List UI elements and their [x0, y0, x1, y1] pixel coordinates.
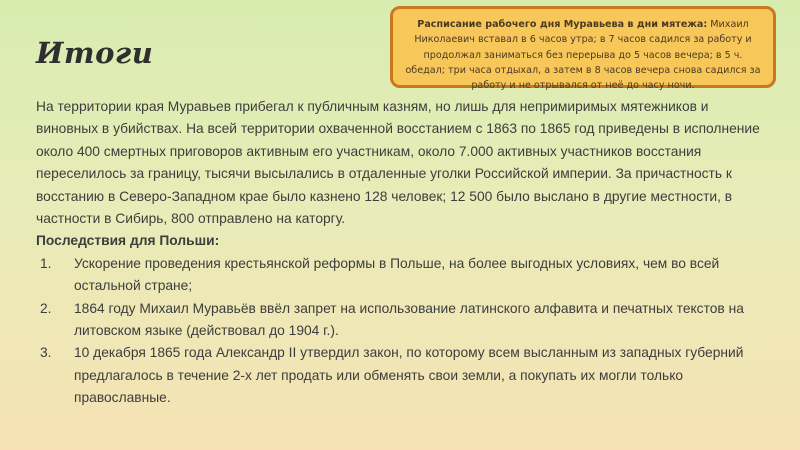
consequences-heading: Последствия для Польши: [36, 233, 220, 249]
callout-text: Михаил Николаевич вставал в 6 часов утра; в 7 часов садился за работу и продолжал заниматься без перерыва до 5 часов вечера; в 5 ч. обедал; три часа отдыхал, а затем в 8 часов вечера снова садился за работу и не отрывался от неё до часу ночи. [405, 19, 761, 92]
list-item-number: 1. [40, 255, 52, 271]
list-item [36, 342, 774, 409]
schedule-callout [390, 6, 776, 92]
main-paragraph: На территории края Муравьев прибегал к публичным казням, но лишь для непримиримых мятежников и виновных в убийствах. На всей территории охваченной восстанием с 1863 по 1865 год приведены в исполнение около 400 смертных приговоров активным его участникам, около 7.000 активных участников восстания переселилось за границу, тысячи высылались в отдаленные уголки Российской империи. За причастность к восстанию в Северо-Западном крае было казнено 128 человек; 12 500 было выслано в другие местности, в частности в Сибирь, 800 отправлено на каторгу. [36, 99, 760, 227]
callout-lead: Расписание рабочего дня Муравьева в дни мятежа: [417, 19, 708, 30]
list-item-text: 10 декабря 1865 года Александр II утвердил закон, по которому всем высланным из западных губерний предлагалось в течение 2-х лет продать или обменять свои земли, а покупать их могли только православные. [74, 345, 744, 406]
list-item-text: 1864 году Михаил Муравьёв ввёл запрет на использование латинского алфавита и печатных текстов на литовском языке (действовал до 1904 г.). [74, 300, 744, 339]
list-item-number: 3. [40, 345, 52, 361]
list-item-number: 2. [40, 300, 52, 316]
slide-body [36, 96, 774, 410]
list-item [36, 298, 774, 343]
list-item [36, 253, 774, 298]
consequences-list [36, 253, 774, 410]
slide-title: Итоги [36, 36, 154, 70]
list-item-text: Ускорение проведения крестьянской реформы в Польше, на более выгодных условиях, чем во всей остальной стране; [74, 255, 720, 294]
